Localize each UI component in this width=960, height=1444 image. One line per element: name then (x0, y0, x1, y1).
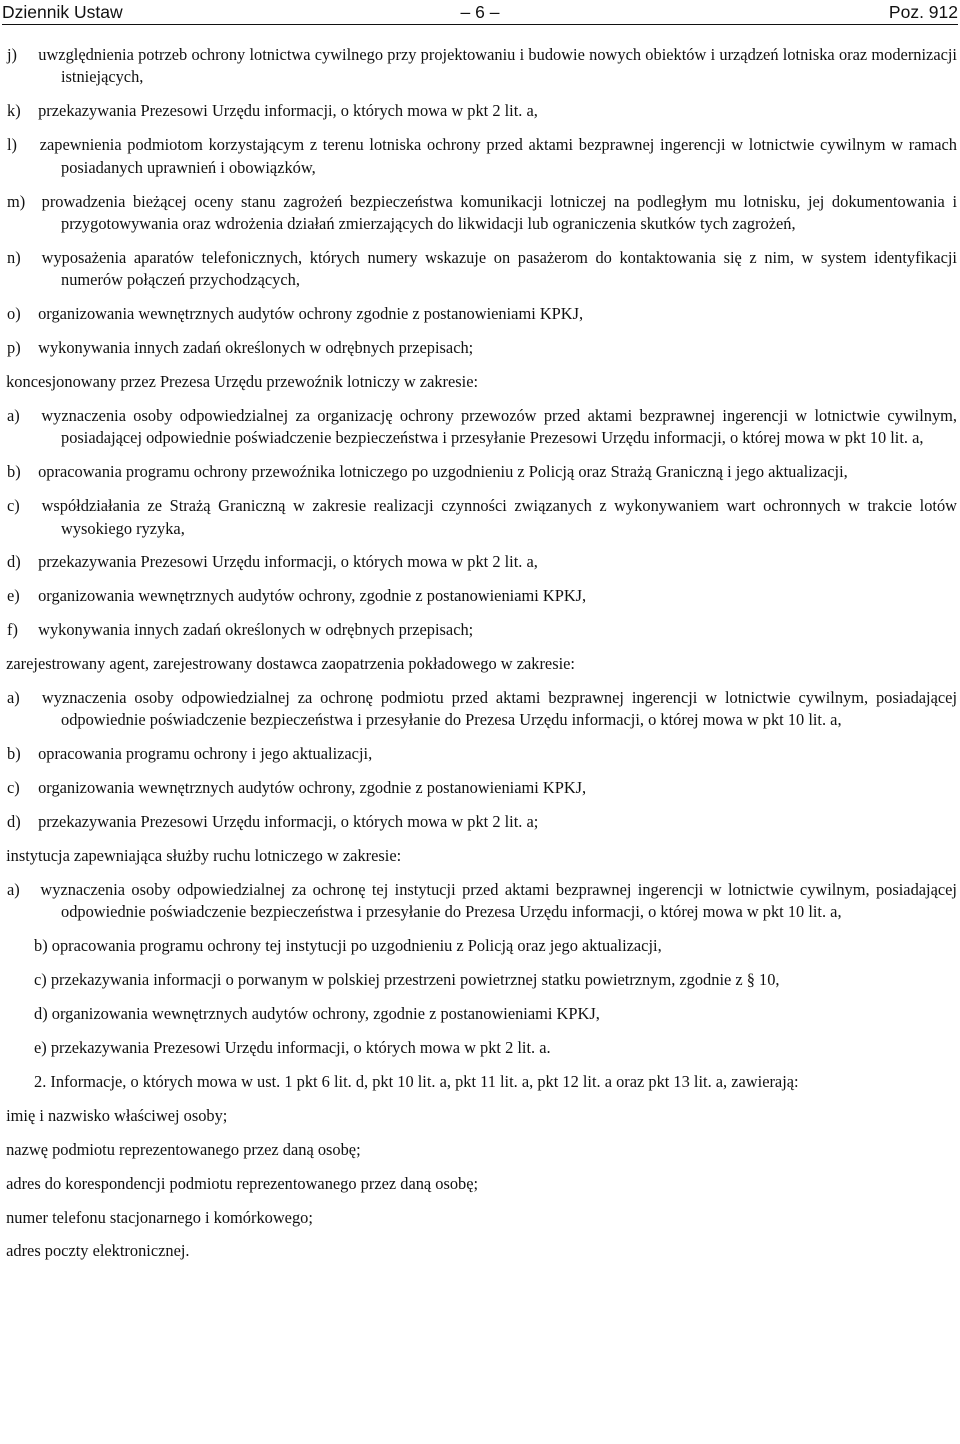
item-text: wyznaczenia osoby odpowiedzialnej za ochronę tej instytucji przed aktami bezprawnej ingerencji w lotnictwie cywilnym, posiadającej odpowiednie poświadczenie bezpieczeństwa i przesyłanie do Prezesa Urzędu informacji, o której mowa w pkt 10 lit. a, (40, 879, 957, 922)
item-text: adres poczty elektronicznej. (6, 1241, 190, 1261)
list-item: p) wykonywania innych zadań określonych w odrębnych przepisach; (7, 338, 474, 358)
item-text: przekazywania informacji o porwanym w polskiej przestrzeni powietrznej statku powietrznym, zgodnie z § 10, (50, 970, 780, 990)
point-11 (2, 371, 957, 393)
item-text: opracowania programu ochrony przewoźnika lotniczego po uzgodnieniu z Policją oraz Strażą Graniczną i jego aktualizacji, (38, 462, 848, 482)
item-text: zapewnienia podmiotom korzystającym z terenu lotniska ochrony przed aktami bezprawnej ingerencji w lotnictwie cywilnym w ramach posiadanych uprawnień i obowiązków, (39, 135, 957, 177)
list-item: c) organizowania wewnętrznych audytów ochrony, zgodnie z postanowieniami KPKJ, (7, 778, 587, 798)
item-text: przekazywania Prezesowi Urzędu informacji, o których mowa w pkt 2 lit. a. (50, 1038, 551, 1057)
list-item: b) opracowania programu ochrony i jego aktualizacji, (7, 744, 373, 764)
list-item (2, 1105, 957, 1127)
item-text: prowadzenia bieżącej oceny stanu zagrożeń bezpieczeństwa komunikacji lotniczej na podległym mu lotnisku, jej dokumentowania i przygotowywania oraz wdrożenia działań zmierzających do likwidacji lub ograniczenia skutków tych zagrożeń, (41, 191, 957, 233)
list-item (2, 935, 957, 957)
item-text: przekazywania Prezesowi Urzędu informacji, o których mowa w pkt 2 lit. a; (38, 812, 539, 832)
list-item: o) organizowania wewnętrznych audytów ochrony zgodnie z postanowieniami KPKJ, (7, 304, 584, 324)
item-text: numer telefonu stacjonarnego i komórkowego; (6, 1207, 313, 1227)
list-item: c) współdziałania ze Strażą Graniczną w zakresie realizacji czynności związanych z wykonywaniem wart ochronnych w trakcie lotów wysokiego ryzyka, (7, 496, 957, 538)
item-label: e) (34, 1038, 47, 1057)
point-text: koncesjonowany przez Prezesa Urzędu przewoźnik lotniczy w zakresie: (6, 371, 479, 391)
header-divider (2, 24, 958, 25)
journal-title: Dziennik Ustaw (2, 2, 123, 22)
list-item: b) opracowania programu ochrony przewoźnika lotniczego po uzgodnieniu z Policją oraz Strażą Graniczną i jego aktualizacji, (7, 462, 848, 482)
point-text: zarejestrowany agent, zarejestrowany dostawca zaopatrzenia pokładowego w zakresie: (6, 654, 575, 674)
list-item (2, 1207, 957, 1229)
list-item: l) zapewnienia podmiotom korzystającym z terenu lotniska ochrony przed aktami bezprawnej ingerencji w lotnictwie cywilnym w ramach posiadanych uprawnień i obowiązków, (7, 135, 957, 177)
list-item: k) przekazywania Prezesowi Urzędu informacji, o których mowa w pkt 2 lit. a, (7, 101, 538, 121)
item-text: opracowania programu ochrony i jego aktualizacji, (38, 744, 373, 764)
item-text: przekazywania Prezesowi Urzędu informacji, o których mowa w pkt 2 lit. a, (38, 552, 538, 572)
position-number: Poz. 912 (888, 2, 958, 22)
item-text: nazwę podmiotu reprezentowanego przez daną osobę; (6, 1139, 361, 1159)
item-text: organizowania wewnętrznych audytów ochrony, zgodnie z postanowieniami KPKJ, (38, 778, 587, 798)
page-header (0, 0, 960, 24)
list-item: a) wyznaczenia osoby odpowiedzialnej za organizację ochrony przewozów przed aktami bezprawnej ingerencji w lotnictwie cywilnym, posiadającej odpowiednie poświadczenie bezpieczeństwa i przesyłanie Prezesowi Urzędu informacji, o której mowa w pkt 10 lit. a, (7, 405, 957, 448)
point-12 (2, 653, 957, 675)
item-text: adres do korespondencji podmiotu reprezentowanego przez daną osobę; (6, 1173, 479, 1193)
list-item: a) wyznaczenia osoby odpowiedzialnej za ochronę tej instytucji przed aktami bezprawnej ingerencji w lotnictwie cywilnym, posiadającej odpowiednie poświadczenie bezpieczeństwa i przesyłanie do Prezesa Urzędu informacji, o której mowa w pkt 10 lit. a, (7, 879, 957, 922)
point-13 (2, 845, 957, 867)
item-label: c) (34, 970, 47, 990)
item-text: wykonywania innych zadań określonych w odrębnych przepisach; (38, 338, 474, 358)
list-item: d) przekazywania Prezesowi Urzędu informacji, o których mowa w pkt 2 lit. a; (7, 812, 539, 832)
list-item: n) wyposażenia aparatów telefonicznych, których numery wskazuje on pasażerom do kontaktowania się z nim, w system identyfikacji numerów połączeń przychodzących, (7, 247, 957, 290)
item-text: współdziałania ze Strażą Graniczną w zakresie realizacji czynności związanych z wykonywaniem wart ochronnych w trakcie lotów wysokiego ryzyka, (41, 496, 957, 538)
point-text: instytucja zapewniająca służby ruchu lotniczego w zakresie: (6, 846, 402, 866)
list-item: f) wykonywania innych zadań określonych w odrębnych przepisach; (7, 620, 474, 640)
list-item: d) przekazywania Prezesowi Urzędu informacji, o których mowa w pkt 2 lit. a, (7, 552, 538, 572)
item-text: wyznaczenia osoby odpowiedzialnej za ochronę podmiotu przed aktami bezprawnej ingerencji w lotnictwie cywilnym, posiadającej odpowiednie poświadczenie bezpieczeństwa i przesyłanie do Prezesa Urzędu informacji, o której mowa w pkt 10 lit. a, (41, 688, 957, 730)
item-text: organizowania wewnętrznych audytów ochrony zgodnie z postanowieniami KPKJ, (38, 304, 584, 324)
list-item: e) organizowania wewnętrznych audytów ochrony, zgodnie z postanowieniami KPKJ, (7, 586, 587, 606)
item-text: opracowania programu ochrony tej instytucji po uzgodnieniu z Policją oraz jego aktualizacji, (51, 936, 662, 956)
item-text: wyznaczenia osoby odpowiedzialnej za organizację ochrony przewozów przed aktami bezprawnej ingerencji w lotnictwie cywilnym, posiadającej odpowiednie poświadczenie bezpieczeństwa i przesyłanie Prezesowi Urzędu informacji, o której mowa w pkt 10 lit. a, (41, 405, 957, 448)
list-item (2, 1003, 957, 1025)
list-item: m) prowadzenia bieżącej oceny stanu zagrożeń bezpieczeństwa komunikacji lotniczej na podległym mu lotnisku, jej dokumentowania i przygotowywania oraz wdrożenia działań zmierzających do likwidacji lub ograniczenia skutków tych zagrożeń, (7, 191, 957, 233)
item-text: imię i nazwisko właściwej osoby; (6, 1105, 228, 1125)
item-text: uwzględnienia potrzeb ochrony lotnictwa cywilnego przy projektowaniu i budowie nowych obiektów i urządzeń lotniska oraz modernizacji istniejących, (38, 45, 957, 87)
item-text: organizowania wewnętrznych audytów ochrony, zgodnie z postanowieniami KPKJ, (51, 1004, 600, 1024)
item-label: d) (34, 1004, 48, 1024)
item-text: przekazywania Prezesowi Urzędu informacji, o których mowa w pkt 2 lit. a, (38, 101, 538, 121)
list-item (2, 1139, 957, 1161)
item-text: wyposażenia aparatów telefonicznych, których numery wskazuje on pasażerom do kontaktowania się z nim, w system identyfikacji numerów połączeń przychodzących, (41, 247, 957, 290)
list-item (2, 1173, 957, 1195)
list-item (2, 969, 957, 991)
list-item (2, 1240, 957, 1262)
item-label: b) (34, 936, 48, 956)
list-item (2, 1037, 957, 1059)
paragraph-2: 2. Informacje, o których mowa w ust. 1 pkt 6 lit. d, pkt 10 lit. a, pkt 11 lit. a, pkt 12 lit. a oraz pkt 13 lit. a, zawierają: (34, 1071, 799, 1091)
list-item: j) uwzględnienia potrzeb ochrony lotnictwa cywilnego przy projektowaniu i budowie nowych obiektów i urządzeń lotniska oraz modernizacji istniejących, (7, 45, 957, 87)
page-number: – 6 – (460, 2, 500, 22)
list-item: a) wyznaczenia osoby odpowiedzialnej za ochronę podmiotu przed aktami bezprawnej ingerencji w lotnictwie cywilnym, posiadającej odpowiednie poświadczenie bezpieczeństwa i przesyłanie do Prezesa Urzędu informacji, o której mowa w pkt 10 lit. a, (7, 688, 957, 730)
document-body (2, 44, 957, 1274)
item-text: wykonywania innych zadań określonych w odrębnych przepisach; (38, 620, 474, 640)
item-text: organizowania wewnętrznych audytów ochrony, zgodnie z postanowieniami KPKJ, (38, 586, 587, 606)
